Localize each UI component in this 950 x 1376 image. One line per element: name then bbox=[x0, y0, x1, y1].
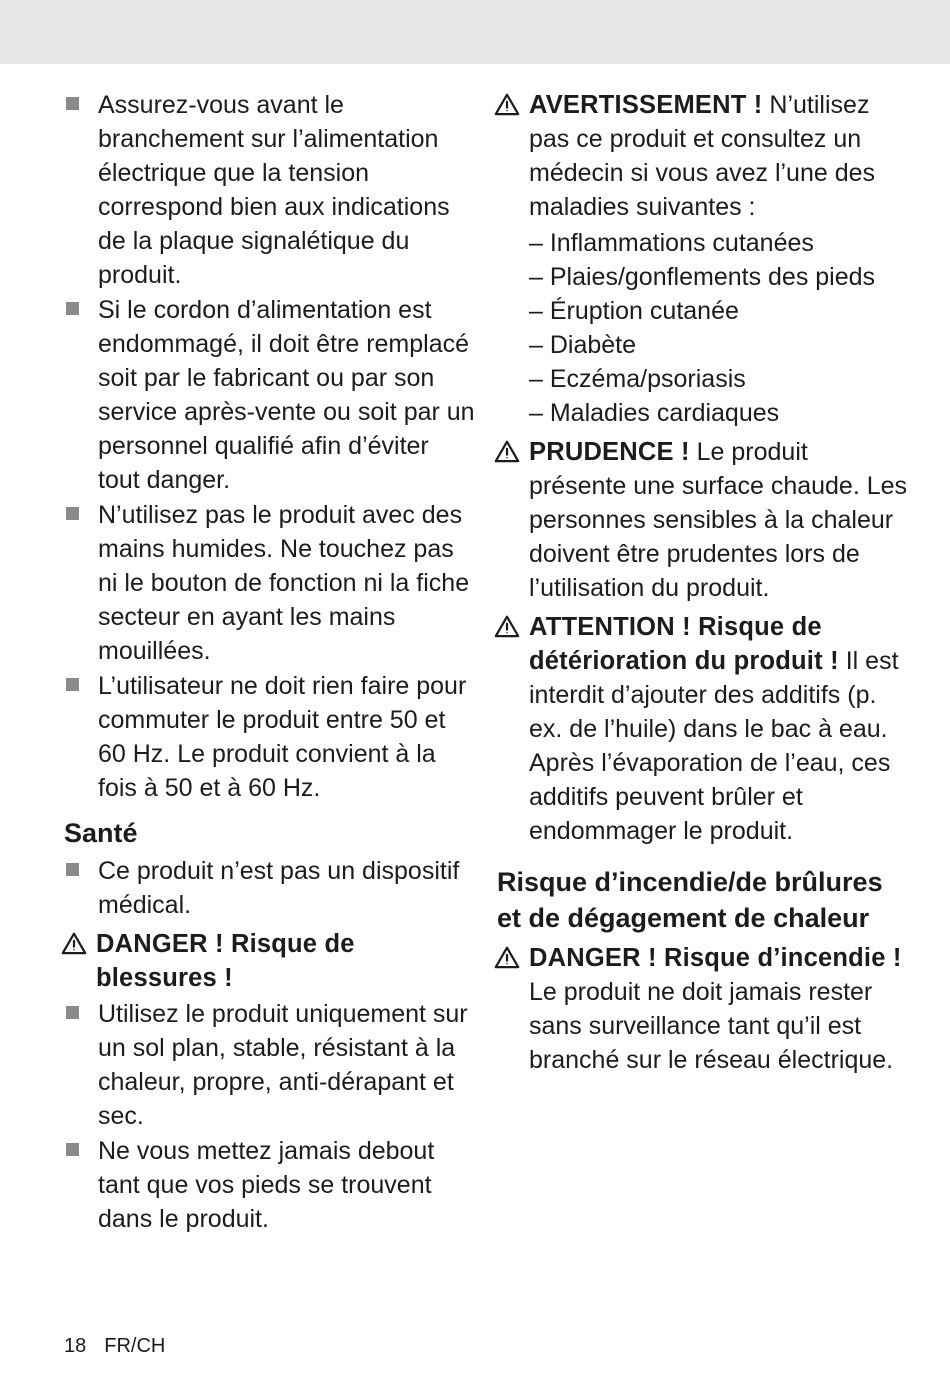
bullet-text: N’utilisez pas le produit avec des mains humides. Ne touchez pas ni le bouton de fonction ni la fiche secteur en ayant les mains mouillées. bbox=[98, 501, 470, 665]
square-bullet-icon bbox=[66, 863, 79, 876]
right-column bbox=[497, 88, 908, 1237]
warning-text: Le produit présente une surface chaude. Les personnes sensibles à la chaleur doivent être prudentes lors de l’utilisation du produit. bbox=[529, 438, 908, 602]
page-number: 18 bbox=[64, 1335, 87, 1357]
danger-incendie-warning bbox=[497, 941, 908, 1077]
square-bullet-icon bbox=[66, 97, 79, 110]
warning-triangle-icon bbox=[493, 438, 521, 466]
section-heading-sante: Santé bbox=[64, 818, 138, 848]
bullet-item bbox=[64, 1134, 475, 1236]
region-code: FR/CH bbox=[104, 1335, 166, 1357]
bullet-item bbox=[64, 854, 475, 922]
warning-triangle-icon bbox=[493, 613, 521, 641]
bullet-item bbox=[64, 498, 475, 668]
danger-blessures-warning bbox=[64, 927, 475, 995]
square-bullet-icon bbox=[66, 1006, 79, 1019]
page-top-band bbox=[0, 0, 950, 64]
square-bullet-icon bbox=[66, 1143, 79, 1156]
disease-list-item: – Plaies/gonflements des pieds bbox=[529, 263, 876, 291]
bullet-text: Ce produit n’est pas un dispositif médical. bbox=[98, 857, 460, 919]
disease-list-item: – Eczéma/psoriasis bbox=[529, 365, 746, 393]
bullet-item bbox=[64, 997, 475, 1133]
bullet-item bbox=[64, 88, 475, 292]
bullet-text: Si le cordon d’alimentation est endommagé, il doit être remplacé soit par le fabricant ou par son service après-vente ou soit par un personnel qualifié afin d’éviter tout danger. bbox=[98, 296, 475, 494]
square-bullet-icon bbox=[66, 678, 79, 691]
warning-triangle-icon bbox=[493, 944, 521, 972]
warning-label: ATTENTION ! Risque de détérioration du produit ! bbox=[529, 613, 839, 675]
warning-text: N’utilisez pas ce produit et consultez un médecin si vous avez l’une des maladies suivantes : bbox=[529, 91, 876, 221]
warning-label: DANGER ! Risque de blessures ! bbox=[96, 930, 355, 992]
square-bullet-icon bbox=[66, 507, 79, 520]
warning-text: Le produit ne doit jamais rester sans surveillance tant qu’il est branché sur le réseau électrique. bbox=[529, 978, 894, 1074]
bullet-text: Utilisez le produit uniquement sur un sol plan, stable, résistant à la chaleur, propre, anti-dérapant et sec. bbox=[98, 1000, 468, 1130]
warning-triangle-icon bbox=[60, 930, 88, 958]
bullet-text: Ne vous mettez jamais debout tant que vos pieds se trouvent dans le produit. bbox=[98, 1137, 435, 1233]
page-content bbox=[0, 64, 950, 1237]
bullet-text: L’utilisateur ne doit rien faire pour commuter le produit entre 50 et 60 Hz. Le produit convient à la fois à 50 et à 60 Hz. bbox=[98, 672, 467, 802]
bullet-item bbox=[64, 293, 475, 497]
prudence-warning bbox=[497, 435, 908, 605]
disease-list-item: – Maladies cardiaques bbox=[529, 399, 780, 427]
left-column bbox=[64, 88, 475, 1237]
attention-warning bbox=[497, 610, 908, 848]
disease-list-item: – Éruption cutanée bbox=[529, 297, 739, 325]
warning-label: PRUDENCE ! bbox=[529, 438, 690, 466]
section-heading-risque-incendie: Risque d’incendie/de brûlures et de dégagement de chaleur bbox=[497, 867, 883, 933]
warning-triangle-icon bbox=[493, 91, 521, 119]
square-bullet-icon bbox=[66, 302, 79, 315]
avertissement-warning bbox=[497, 88, 908, 224]
disease-list-item: – Diabète bbox=[529, 331, 637, 359]
warning-text: Il est interdit d’ajouter des additifs (p. ex. de l’huile) dans le bac à eau. Après l’évaporation de l’eau, ces additifs peuvent brûler et endommager le produit. bbox=[529, 647, 899, 845]
warning-label: DANGER ! Risque d’incendie ! bbox=[529, 944, 902, 972]
bullet-item bbox=[64, 669, 475, 805]
warning-label: AVERTISSEMENT ! bbox=[529, 91, 763, 119]
page-footer bbox=[64, 1335, 165, 1358]
disease-list-item: – Inflammations cutanées bbox=[529, 229, 814, 257]
bullet-text: Assurez-vous avant le branchement sur l’alimentation électrique que la tension correspond bien aux indications de la plaque signalétique du produit. bbox=[98, 91, 450, 289]
